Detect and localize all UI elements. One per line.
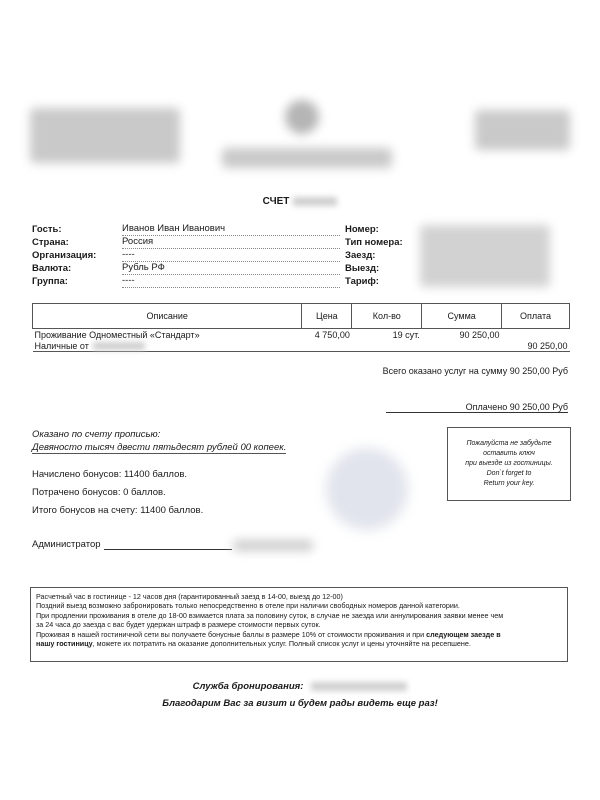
booking-service xyxy=(0,681,600,692)
key-reminder-line: Don`t forget to xyxy=(486,470,532,477)
bonus-total: Итого бонусов на счету: 11400 баллов. xyxy=(32,505,204,516)
stamp-blurred xyxy=(326,448,408,530)
row-description-text: Наличные от xyxy=(34,340,89,351)
col-description: Описание xyxy=(33,304,302,329)
payer-blurred xyxy=(93,342,145,350)
row-description xyxy=(33,340,302,352)
organization-label: Организация: xyxy=(32,250,97,261)
hotel-logo-blurred xyxy=(285,100,319,134)
admin-label: Администратор xyxy=(32,539,101,550)
admin-name-blurred xyxy=(233,540,313,551)
rules-bold-text: нашу гостиницу xyxy=(36,639,93,649)
amount-words-label: Оказано по счету прописью: xyxy=(32,429,161,440)
row-sum: 90 250,00 xyxy=(459,329,500,340)
rules-line xyxy=(36,639,562,648)
rules-line: за 24 часа до заезда с вас будет удержан штраф в размере стоимости первых суток. xyxy=(36,620,321,630)
key-reminder-line: Пожалуйста не забудьте xyxy=(466,440,552,447)
guest-value: Иванов Иван Иванович xyxy=(122,223,340,236)
col-price: Цена xyxy=(302,304,352,329)
room-type-label: Тип номера: xyxy=(345,237,403,248)
rules-line: Поздний выезд возможно забронировать только непосредственно в отеле при наличии свободных номеров данной категории. xyxy=(36,601,460,611)
row-description: Проживание Одноместный «Стандарт» xyxy=(34,329,200,340)
table-header-row xyxy=(33,304,570,329)
row-sum xyxy=(422,340,502,352)
row-payment: 90 250,00 xyxy=(527,340,568,351)
table-row xyxy=(33,329,570,341)
country-label: Страна: xyxy=(32,237,69,248)
currency-label: Валюта: xyxy=(32,263,72,274)
admin-signature-line xyxy=(104,549,232,550)
room-number-label: Номер: xyxy=(345,224,379,235)
room-details-blurred xyxy=(420,225,550,287)
group-label: Группа: xyxy=(32,276,68,287)
invoice-number-blurred xyxy=(293,197,337,206)
rules-line: Расчетный час в гостинице - 12 часов дня (гарантированный заезд в 14-00, выезд до 12-00) xyxy=(36,592,343,601)
bonus-accrued: Начислено бонусов: 11400 баллов. xyxy=(32,469,188,480)
rules-text: Проживая в нашей гостиничной сети вы получаете бонусные баллы в размере 10% от стоимости проживания и при xyxy=(36,629,427,639)
invoice-title-text: СЧЕТ xyxy=(262,196,290,207)
hotel-contacts-blurred xyxy=(475,110,570,150)
key-reminder-line: Return your key. xyxy=(483,480,535,487)
booking-phone-blurred xyxy=(311,682,407,691)
rules-line: При продлении проживания в отеле до 18-00 взимается плата за половину суток, в случае не заезда или аннулирования заявки менее чем xyxy=(36,610,504,620)
currency-value: Рубль РФ xyxy=(122,262,340,275)
country-value: Россия xyxy=(122,236,340,249)
booking-label: Служба бронирования: xyxy=(192,681,304,692)
bonus-spent: Потрачено бонусов: 0 баллов. xyxy=(32,487,166,498)
rules-bold-text: следующем заезде в xyxy=(426,629,501,639)
check-in-label: Заезд: xyxy=(345,250,376,261)
key-reminder-line: оставить ключ xyxy=(483,450,535,457)
tariff-label: Тариф: xyxy=(345,276,379,287)
row-payment xyxy=(502,329,570,341)
organization-value: ---- xyxy=(122,249,340,262)
hotel-name-blurred xyxy=(222,148,392,168)
col-qty: Кол-во xyxy=(352,304,422,329)
thanks-message: Благодарим Вас за визит и будем рады видеть еще раз! xyxy=(162,698,438,709)
key-reminder-line: при выезде из гостиницы. xyxy=(465,460,553,467)
guest-label: Гость: xyxy=(32,224,62,235)
col-sum: Сумма xyxy=(422,304,502,329)
rules-text: , можете их потратить на оказание дополнительных услуг. Полный список услуг и цены уточняйте на ресепшене. xyxy=(92,639,471,649)
items-table xyxy=(32,303,570,352)
hotel-rules-box xyxy=(30,587,568,662)
hotel-address-blurred xyxy=(30,108,180,163)
col-payment: Оплата xyxy=(502,304,570,329)
table-row xyxy=(33,340,570,352)
row-qty: 19 сут. xyxy=(392,329,420,340)
row-price xyxy=(302,340,352,352)
row-qty xyxy=(352,340,422,352)
key-reminder-box xyxy=(447,427,571,501)
amount-words-text: Девяносто тысяч двести пятьдесят рублей 00 копеек. xyxy=(32,442,287,453)
paid-total: Оплачено 90 250,00 Руб xyxy=(386,402,568,413)
rules-line xyxy=(36,630,562,639)
row-price: 4 750,00 xyxy=(314,329,350,340)
group-value: ---- xyxy=(122,275,340,288)
check-out-label: Выезд: xyxy=(345,263,380,274)
invoice-title xyxy=(0,196,600,207)
services-total: Всего оказано услуг на сумму 90 250,00 Руб xyxy=(382,366,568,376)
